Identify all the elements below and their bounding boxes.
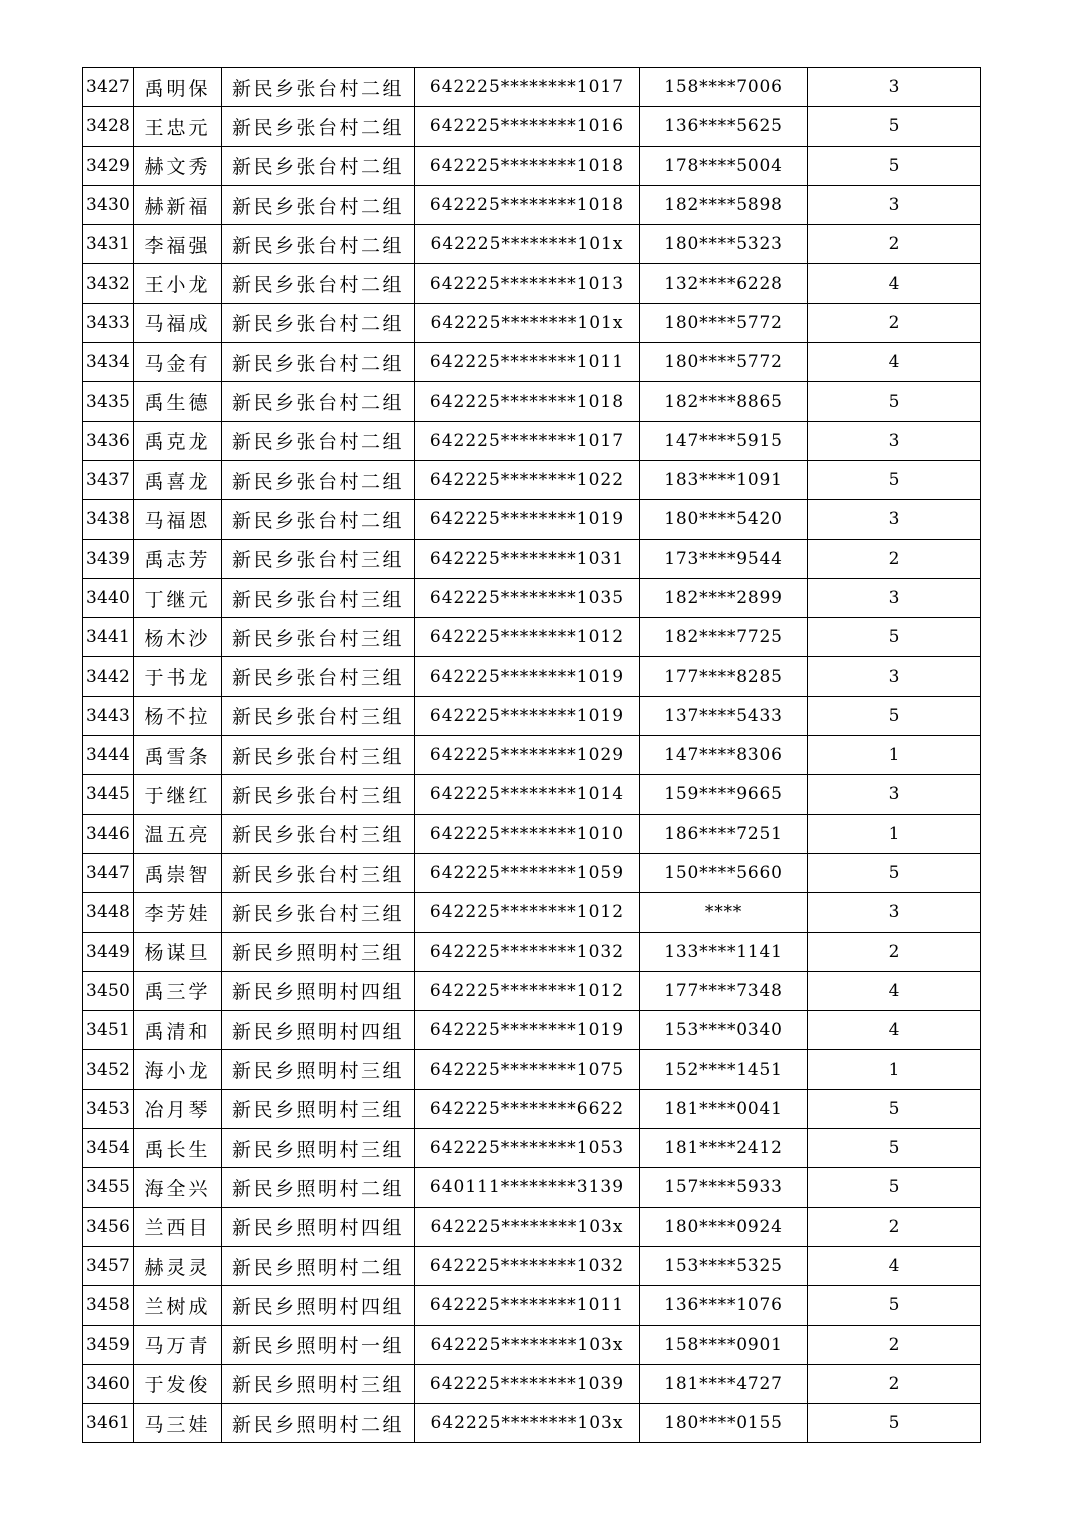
row-number-cell: 3451 [83, 1011, 134, 1050]
phone-cell: 186****7251 [640, 814, 808, 853]
household-count-cell: 2 [808, 1207, 981, 1246]
table-row [83, 460, 981, 499]
phone-cell: 177****8285 [640, 657, 808, 696]
id-number-cell: 642225********1031 [415, 539, 640, 578]
address-cell: 新民乡照明村二组 [222, 1246, 415, 1285]
id-number-cell: 642225********1011 [415, 1286, 640, 1325]
address-cell: 新民乡张台村二组 [222, 146, 415, 185]
id-number-cell: 642225********1017 [415, 68, 640, 107]
household-count-cell: 2 [808, 1364, 981, 1403]
table-row [83, 1168, 981, 1207]
id-number-cell: 642225********1059 [415, 853, 640, 892]
table-row [83, 185, 981, 224]
table-row [83, 1050, 981, 1089]
row-number-cell: 3459 [83, 1325, 134, 1364]
name-cell: 马万青 [134, 1325, 222, 1364]
phone-cell: 147****8306 [640, 736, 808, 775]
name-cell: 禹三学 [134, 971, 222, 1010]
name-cell: 李福强 [134, 225, 222, 264]
name-cell: 兰树成 [134, 1286, 222, 1325]
household-count-cell: 3 [808, 421, 981, 460]
id-number-cell: 642225********1016 [415, 107, 640, 146]
name-cell: 于书龙 [134, 657, 222, 696]
address-cell: 新民乡照明村三组 [222, 932, 415, 971]
address-cell: 新民乡张台村三组 [222, 539, 415, 578]
id-number-cell: 642225********101x [415, 225, 640, 264]
address-cell: 新民乡张台村三组 [222, 618, 415, 657]
table-row [83, 1325, 981, 1364]
id-number-cell: 642225********1018 [415, 382, 640, 421]
id-number-cell: 642225********103x [415, 1325, 640, 1364]
row-number-cell: 3447 [83, 853, 134, 892]
name-cell: 禹志芳 [134, 539, 222, 578]
phone-cell: 136****5625 [640, 107, 808, 146]
address-cell: 新民乡张台村二组 [222, 303, 415, 342]
household-count-cell: 5 [808, 696, 981, 735]
name-cell: 马福恩 [134, 500, 222, 539]
row-number-cell: 3453 [83, 1089, 134, 1128]
name-cell: 禹克龙 [134, 421, 222, 460]
address-cell: 新民乡张台村二组 [222, 421, 415, 460]
address-cell: 新民乡照明村四组 [222, 1286, 415, 1325]
row-number-cell: 3430 [83, 185, 134, 224]
table-row [83, 303, 981, 342]
row-number-cell: 3432 [83, 264, 134, 303]
household-count-cell: 2 [808, 303, 981, 342]
row-number-cell: 3454 [83, 1129, 134, 1168]
name-cell: 冶月琴 [134, 1089, 222, 1128]
id-number-cell: 642225********1010 [415, 814, 640, 853]
id-number-cell: 642225********1013 [415, 264, 640, 303]
name-cell: 王忠元 [134, 107, 222, 146]
phone-cell: 173****9544 [640, 539, 808, 578]
table-row [83, 657, 981, 696]
household-count-cell: 5 [808, 382, 981, 421]
table-row [83, 1286, 981, 1325]
id-number-cell: 642225********1011 [415, 343, 640, 382]
name-cell: 禹崇智 [134, 853, 222, 892]
row-number-cell: 3428 [83, 107, 134, 146]
name-cell: 杨不拉 [134, 696, 222, 735]
address-cell: 新民乡张台村三组 [222, 775, 415, 814]
address-cell: 新民乡张台村三组 [222, 578, 415, 617]
row-number-cell: 3452 [83, 1050, 134, 1089]
name-cell: 海小龙 [134, 1050, 222, 1089]
name-cell: 丁继元 [134, 578, 222, 617]
phone-cell: 183****1091 [640, 460, 808, 499]
table-row [83, 264, 981, 303]
row-number-cell: 3438 [83, 500, 134, 539]
table-row [83, 618, 981, 657]
id-number-cell: 642225********101x [415, 303, 640, 342]
name-cell: 赫文秀 [134, 146, 222, 185]
row-number-cell: 3456 [83, 1207, 134, 1246]
address-cell: 新民乡照明村四组 [222, 1207, 415, 1246]
phone-cell: 180****5772 [640, 303, 808, 342]
address-cell: 新民乡张台村三组 [222, 814, 415, 853]
address-cell: 新民乡张台村三组 [222, 736, 415, 775]
household-count-cell: 5 [808, 460, 981, 499]
phone-cell: 137****5433 [640, 696, 808, 735]
household-count-cell: 5 [808, 618, 981, 657]
household-count-cell: 4 [808, 343, 981, 382]
name-cell: 禹明保 [134, 68, 222, 107]
household-count-cell: 5 [808, 853, 981, 892]
name-cell: 禹清和 [134, 1011, 222, 1050]
row-number-cell: 3434 [83, 343, 134, 382]
phone-cell: 159****9665 [640, 775, 808, 814]
phone-cell: 181****4727 [640, 1364, 808, 1403]
row-number-cell: 3436 [83, 421, 134, 460]
row-number-cell: 3440 [83, 578, 134, 617]
phone-cell: 158****7006 [640, 68, 808, 107]
table-row [83, 1207, 981, 1246]
phone-cell: 177****7348 [640, 971, 808, 1010]
table-row [83, 1011, 981, 1050]
household-count-cell: 4 [808, 264, 981, 303]
name-cell: 禹雪条 [134, 736, 222, 775]
phone-cell: 181****0041 [640, 1089, 808, 1128]
address-cell: 新民乡照明村三组 [222, 1050, 415, 1089]
household-count-cell: 3 [808, 893, 981, 932]
row-number-cell: 3445 [83, 775, 134, 814]
roster-table-body [83, 68, 981, 1443]
row-number-cell: 3431 [83, 225, 134, 264]
household-count-cell: 3 [808, 500, 981, 539]
household-count-cell: 5 [808, 1286, 981, 1325]
table-row [83, 539, 981, 578]
id-number-cell: 642225********1022 [415, 460, 640, 499]
household-count-cell: 5 [808, 1168, 981, 1207]
household-count-cell: 1 [808, 814, 981, 853]
table-row [83, 382, 981, 421]
address-cell: 新民乡张台村二组 [222, 500, 415, 539]
phone-cell: 182****7725 [640, 618, 808, 657]
row-number-cell: 3450 [83, 971, 134, 1010]
phone-cell: 136****1076 [640, 1286, 808, 1325]
household-count-cell: 5 [808, 146, 981, 185]
table-row [83, 421, 981, 460]
name-cell: 赫灵灵 [134, 1246, 222, 1285]
name-cell: 李芳娃 [134, 893, 222, 932]
phone-cell: 157****5933 [640, 1168, 808, 1207]
phone-cell: 153****0340 [640, 1011, 808, 1050]
household-count-cell: 4 [808, 1246, 981, 1285]
table-row [83, 696, 981, 735]
row-number-cell: 3429 [83, 146, 134, 185]
household-count-cell: 5 [808, 1089, 981, 1128]
id-number-cell: 642225********1012 [415, 971, 640, 1010]
row-number-cell: 3458 [83, 1286, 134, 1325]
row-number-cell: 3427 [83, 68, 134, 107]
phone-cell: 180****5420 [640, 500, 808, 539]
id-number-cell: 642225********1017 [415, 421, 640, 460]
name-cell: 杨谋旦 [134, 932, 222, 971]
id-number-cell: 642225********1035 [415, 578, 640, 617]
row-number-cell: 3441 [83, 618, 134, 657]
household-count-cell: 3 [808, 657, 981, 696]
table-row [83, 814, 981, 853]
name-cell: 王小龙 [134, 264, 222, 303]
table-row [83, 853, 981, 892]
name-cell: 马三娃 [134, 1404, 222, 1443]
table-row [83, 932, 981, 971]
address-cell: 新民乡张台村二组 [222, 264, 415, 303]
row-number-cell: 3448 [83, 893, 134, 932]
address-cell: 新民乡张台村三组 [222, 657, 415, 696]
address-cell: 新民乡照明村二组 [222, 1404, 415, 1443]
row-number-cell: 3437 [83, 460, 134, 499]
id-number-cell: 642225********1019 [415, 696, 640, 735]
phone-cell: 158****0901 [640, 1325, 808, 1364]
phone-cell: 133****1141 [640, 932, 808, 971]
household-count-cell: 5 [808, 107, 981, 146]
id-number-cell: 642225********1039 [415, 1364, 640, 1403]
name-cell: 禹长生 [134, 1129, 222, 1168]
table-row [83, 1089, 981, 1128]
row-number-cell: 3442 [83, 657, 134, 696]
address-cell: 新民乡张台村二组 [222, 107, 415, 146]
address-cell: 新民乡张台村三组 [222, 893, 415, 932]
name-cell: 赫新福 [134, 185, 222, 224]
address-cell: 新民乡张台村二组 [222, 225, 415, 264]
table-row [83, 146, 981, 185]
household-count-cell: 2 [808, 1325, 981, 1364]
row-number-cell: 3455 [83, 1168, 134, 1207]
household-count-cell: 3 [808, 578, 981, 617]
household-count-cell: 1 [808, 736, 981, 775]
name-cell: 于发俊 [134, 1364, 222, 1403]
id-number-cell: 642225********1032 [415, 1246, 640, 1285]
table-row [83, 1129, 981, 1168]
id-number-cell: 642225********1018 [415, 185, 640, 224]
id-number-cell: 642225********1019 [415, 500, 640, 539]
household-count-cell: 1 [808, 1050, 981, 1089]
id-number-cell: 642225********103x [415, 1404, 640, 1443]
table-row [83, 775, 981, 814]
id-number-cell: 642225********1019 [415, 1011, 640, 1050]
name-cell: 温五亮 [134, 814, 222, 853]
table-row [83, 225, 981, 264]
phone-cell: 181****2412 [640, 1129, 808, 1168]
table-row [83, 736, 981, 775]
phone-cell: 182****2899 [640, 578, 808, 617]
id-number-cell: 642225********1019 [415, 657, 640, 696]
address-cell: 新民乡照明村三组 [222, 1089, 415, 1128]
address-cell: 新民乡照明村二组 [222, 1168, 415, 1207]
row-number-cell: 3460 [83, 1364, 134, 1403]
phone-cell: 180****0924 [640, 1207, 808, 1246]
id-number-cell: 642225********1012 [415, 893, 640, 932]
roster-table [82, 67, 981, 1443]
row-number-cell: 3443 [83, 696, 134, 735]
name-cell: 马福成 [134, 303, 222, 342]
household-count-cell: 3 [808, 68, 981, 107]
row-number-cell: 3449 [83, 932, 134, 971]
address-cell: 新民乡张台村二组 [222, 460, 415, 499]
table-row [83, 893, 981, 932]
household-count-cell: 4 [808, 1011, 981, 1050]
phone-cell: 147****5915 [640, 421, 808, 460]
id-number-cell: 642225********1053 [415, 1129, 640, 1168]
row-number-cell: 3433 [83, 303, 134, 342]
household-count-cell: 5 [808, 1129, 981, 1168]
name-cell: 禹喜龙 [134, 460, 222, 499]
table-row [83, 578, 981, 617]
id-number-cell: 642225********6622 [415, 1089, 640, 1128]
row-number-cell: 3461 [83, 1404, 134, 1443]
address-cell: 新民乡照明村三组 [222, 1129, 415, 1168]
phone-cell: 180****5772 [640, 343, 808, 382]
household-count-cell: 4 [808, 971, 981, 1010]
name-cell: 禹生德 [134, 382, 222, 421]
phone-cell: 150****5660 [640, 853, 808, 892]
row-number-cell: 3457 [83, 1246, 134, 1285]
name-cell: 杨木沙 [134, 618, 222, 657]
address-cell: 新民乡照明村四组 [222, 971, 415, 1010]
household-count-cell: 2 [808, 539, 981, 578]
address-cell: 新民乡张台村二组 [222, 185, 415, 224]
id-number-cell: 642225********1032 [415, 932, 640, 971]
name-cell: 兰西目 [134, 1207, 222, 1246]
phone-cell: 182****5898 [640, 185, 808, 224]
row-number-cell: 3446 [83, 814, 134, 853]
name-cell: 海全兴 [134, 1168, 222, 1207]
address-cell: 新民乡照明村四组 [222, 1011, 415, 1050]
id-number-cell: 642225********1012 [415, 618, 640, 657]
address-cell: 新民乡张台村二组 [222, 68, 415, 107]
id-number-cell: 642225********1018 [415, 146, 640, 185]
id-number-cell: 642225********1014 [415, 775, 640, 814]
id-number-cell: 642225********1075 [415, 1050, 640, 1089]
address-cell: 新民乡照明村一组 [222, 1325, 415, 1364]
household-count-cell: 3 [808, 185, 981, 224]
household-count-cell: 2 [808, 932, 981, 971]
table-row [83, 1364, 981, 1403]
phone-cell: 182****8865 [640, 382, 808, 421]
table-row [83, 1246, 981, 1285]
household-count-cell: 2 [808, 225, 981, 264]
phone-cell: 180****5323 [640, 225, 808, 264]
table-row [83, 971, 981, 1010]
row-number-cell: 3435 [83, 382, 134, 421]
household-count-cell: 3 [808, 775, 981, 814]
address-cell: 新民乡照明村三组 [222, 1364, 415, 1403]
table-row [83, 343, 981, 382]
address-cell: 新民乡张台村三组 [222, 853, 415, 892]
row-number-cell: 3439 [83, 539, 134, 578]
table-row [83, 107, 981, 146]
id-number-cell: 640111********3139 [415, 1168, 640, 1207]
phone-cell: 152****1451 [640, 1050, 808, 1089]
table-row [83, 500, 981, 539]
table-row [83, 1404, 981, 1443]
id-number-cell: 642225********103x [415, 1207, 640, 1246]
phone-cell: 178****5004 [640, 146, 808, 185]
address-cell: 新民乡张台村二组 [222, 343, 415, 382]
phone-cell: 180****0155 [640, 1404, 808, 1443]
table-row [83, 68, 981, 107]
phone-cell: 132****6228 [640, 264, 808, 303]
address-cell: 新民乡张台村三组 [222, 696, 415, 735]
address-cell: 新民乡张台村二组 [222, 382, 415, 421]
name-cell: 于继红 [134, 775, 222, 814]
phone-cell: **** [640, 893, 808, 932]
household-count-cell: 5 [808, 1404, 981, 1443]
row-number-cell: 3444 [83, 736, 134, 775]
name-cell: 马金有 [134, 343, 222, 382]
id-number-cell: 642225********1029 [415, 736, 640, 775]
phone-cell: 153****5325 [640, 1246, 808, 1285]
